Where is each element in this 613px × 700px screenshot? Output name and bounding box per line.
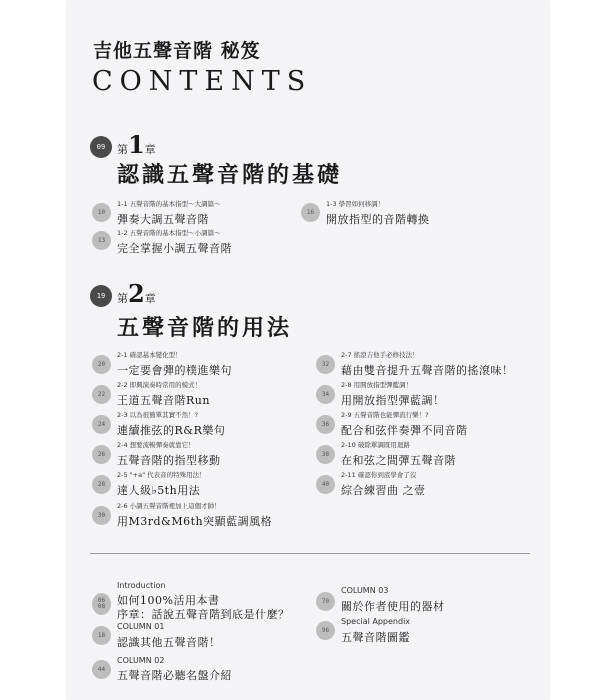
- entry-title: 用開放指型彈藍調！: [341, 394, 445, 407]
- entry-subtitle: 2-7 搖滾吉他手必修技法！: [341, 351, 419, 359]
- entry-title: 配合和弦伴奏彈不同音階: [341, 424, 468, 437]
- page-badge: 38: [316, 445, 335, 464]
- page-badge: 40: [316, 475, 335, 494]
- page-badge: 34: [316, 385, 335, 404]
- entry-title: 關於作者使用的器材: [341, 600, 445, 613]
- entry-title: 五聲音階的指型移動: [117, 454, 221, 467]
- book-title: 吉他五聲音階 秘笈: [93, 40, 261, 62]
- page-badge: 32: [316, 355, 335, 374]
- entry-subtitle: Introduction: [117, 581, 166, 590]
- entry-title: 達人級♭5th用法: [117, 484, 201, 497]
- page-badge: 96: [316, 621, 335, 640]
- entry-subtitle: COLUMN 01: [117, 622, 165, 631]
- entry-title: 藉由雙音提升五聲音階的搖滾味！: [341, 364, 514, 377]
- entry-subtitle: 2-4 想要流暢彈奏就靠它！: [117, 441, 195, 449]
- page-badge: 09: [90, 136, 112, 158]
- entry-subtitle: COLUMN 02: [117, 656, 165, 665]
- section-divider: [90, 553, 530, 554]
- entry-title: 彈奏大調五聲音階: [117, 213, 209, 226]
- entry-subtitle: COLUMN 03: [341, 586, 389, 595]
- contents-heading: CONTENTS: [92, 66, 313, 97]
- page-badge: 30: [92, 506, 111, 525]
- entry-title: 用M3rd&M6th突顯藍調風格: [117, 515, 273, 528]
- page-badge: 16: [301, 203, 320, 222]
- entry-title: 完全掌握小調五聲音階: [117, 242, 232, 255]
- chapter-title: 五聲音階的用法: [117, 315, 293, 341]
- entry-title: 綜合練習曲 之壹: [341, 484, 426, 497]
- page-badge: 06 08: [92, 593, 111, 615]
- page-badge: 26: [92, 445, 111, 464]
- chapter-label: 第1章: [117, 130, 156, 159]
- entry-subtitle: 1-2 五聲音階的基本指型～小調篇～: [117, 229, 221, 237]
- page-badge: 18: [92, 626, 111, 645]
- entry-title: 認識其他五聲音階！: [117, 636, 221, 649]
- entry-subtitle: 2-9 五聲音階也能彈流行樂！?: [341, 411, 429, 419]
- entry-title: 一定要會彈的樸進樂句: [117, 364, 232, 377]
- entry-subtitle: 2-11 確認你到底學會了沒: [341, 471, 417, 479]
- page-badge: 13: [92, 231, 111, 250]
- page-badge: 28: [92, 475, 111, 494]
- entry-subtitle: 2-1 確認基本變化型！: [117, 351, 182, 359]
- chapter-title: 認識五聲音階的基礎: [117, 162, 343, 188]
- page-badge: 44: [92, 660, 111, 679]
- entry-title: 如何100%活用本書: [117, 594, 220, 607]
- entry-title: 在和弦之間彈五聲音階: [341, 454, 456, 467]
- entry-subtitle: 1-3 學習如何移調！: [326, 200, 385, 208]
- entry-title: 王道五聲音階Run: [117, 394, 210, 407]
- entry-subtitle: 2-10 破除單調既用迴路: [341, 441, 410, 449]
- entry-subtitle: 2-2 即興演奏時常用的模式！: [117, 381, 202, 389]
- page-badge: 20: [92, 355, 111, 374]
- page-badge: 19: [90, 285, 112, 307]
- entry-subtitle: Special Appendix: [341, 617, 411, 626]
- chapter-label: 第2章: [117, 279, 156, 308]
- page-badge: 24: [92, 415, 111, 434]
- entry-title: 五聲音階必聽名盤介紹: [117, 669, 232, 682]
- entry-subtitle: 1-1 五聲音階的基本指型～大調篇～: [117, 200, 221, 208]
- entry-title: 序章：話說五聲音階到底是什麼？: [117, 608, 290, 621]
- entry-subtitle: 2-8 用開放指型彈藍調！: [341, 381, 413, 389]
- entry-title: 連續推弦的R&R樂句: [117, 424, 226, 437]
- entry-title: 五聲音階圖鑑: [341, 631, 410, 644]
- page-badge: 10: [92, 203, 111, 222]
- entry-subtitle: 2-6 小調五聲音階裡加上這個才帥！: [117, 502, 221, 510]
- page-badge: 22: [92, 385, 111, 404]
- entry-subtitle: 2-5 "+a" 代表音的特殊用法！: [117, 471, 206, 479]
- page-badge: 70: [316, 592, 335, 611]
- entry-title: 開放指型的音階轉換: [326, 213, 430, 226]
- page-badge: 36: [316, 415, 335, 434]
- entry-subtitle: 2-3 以為很簡單其實不然！?: [117, 411, 199, 419]
